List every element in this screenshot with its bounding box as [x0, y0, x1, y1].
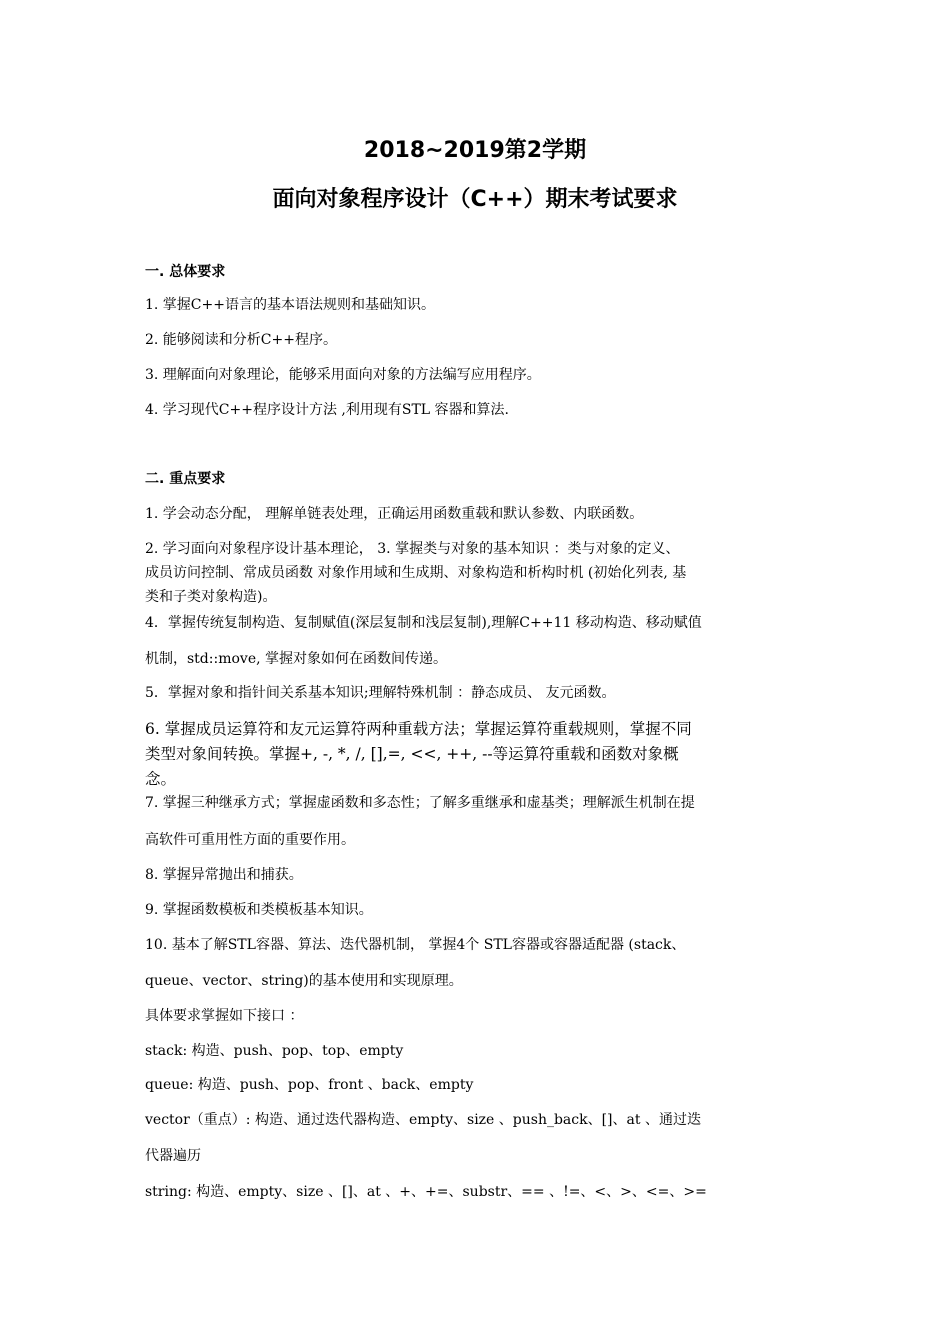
key-line: 成员访问控制、常成员函数 对象作用域和生成期、对象构造和析构时机 (初始化列表, 基 [145, 565, 687, 581]
key-line: 7. 掌握三种继承方式；掌握虚函数和多态性；了解多重继承和虚基类；理解派生机制在提 [145, 795, 695, 811]
document-title-course: 面向对象程序设计（C++）期末考试要求 [272, 187, 678, 212]
key-line: 具体要求掌握如下接口 ： [145, 1008, 304, 1024]
section-heading-key: 二. 重点要求 [145, 471, 226, 487]
key-line: stack: 构造、push、pop、top、empty [145, 1043, 404, 1059]
key-line: 机制，std::move, 掌握对象如何在函数间传递。 [145, 651, 448, 667]
key-line: 类型对象间转换。掌握+, -, *, /, [],=, <<, ++, --等运算符重载和函数对象概 [145, 745, 679, 763]
key-line: 类和子类对象构造)。 [145, 589, 277, 605]
general-item-4: 4. 学习现代C++程序设计方法 ,利用现有STL 容器和算法. [145, 402, 510, 418]
general-item-2: 2. 能够阅读和分析C++程序。 [145, 332, 337, 348]
key-line: 念。 [145, 770, 177, 788]
key-line: vector（重点）: 构造、通过迭代器构造、empty、size 、push_back、[]、at 、通过迭 [145, 1112, 701, 1128]
key-line: 1. 学会动态分配， 理解单链表处理，正确运用函数重载和默认参数、内联函数。 [145, 506, 644, 522]
document-title-term: 2018~2019第2学期 [363, 138, 587, 163]
key-line: 高软件可重用性方面的重要作用。 [145, 832, 355, 848]
key-line: 4．掌握传统复制构造、复制赋值(深层复制和浅层复制),理解C++11 移动构造、移动赋值 [145, 615, 702, 631]
key-line: 8. 掌握异常抛出和捕获。 [145, 867, 303, 883]
key-line: 10. 基本了解STL容器、算法、迭代器机制， 掌握4个 STL容器或容器适配器 (stack、 [145, 937, 686, 953]
key-line: 5．掌握对象和指针间关系基本知识;理解特殊机制 ：静态成员、 友元函数。 [145, 685, 616, 701]
key-line: 代器遍历 [145, 1148, 201, 1164]
key-line: 2. 学习面向对象程序设计基本理论， 3. 掌握类与对象的基本知识 ：类与对象的定义、 [145, 541, 680, 557]
general-item-1: 1. 掌握C++语言的基本语法规则和基础知识。 [145, 297, 435, 313]
section-heading-general: 一. 总体要求 [145, 264, 226, 280]
key-line: string: 构造、empty、size 、[]、at 、+、+=、substr、== 、!=、<、>、<=、>= [145, 1184, 707, 1200]
key-line: queue、vector、string)的基本使用和实现原理。 [145, 973, 463, 989]
key-line: 6. 掌握成员运算符和友元运算符两种重载方法；掌握运算符重载规则，掌握不同 [145, 720, 692, 738]
general-item-3: 3. 理解面向对象理论，能够采用面向对象的方法编写应用程序。 [145, 367, 541, 383]
key-line: 9. 掌握函数模板和类模板基本知识。 [145, 902, 373, 918]
key-line: queue: 构造、push、pop、front 、back、empty [145, 1077, 474, 1093]
